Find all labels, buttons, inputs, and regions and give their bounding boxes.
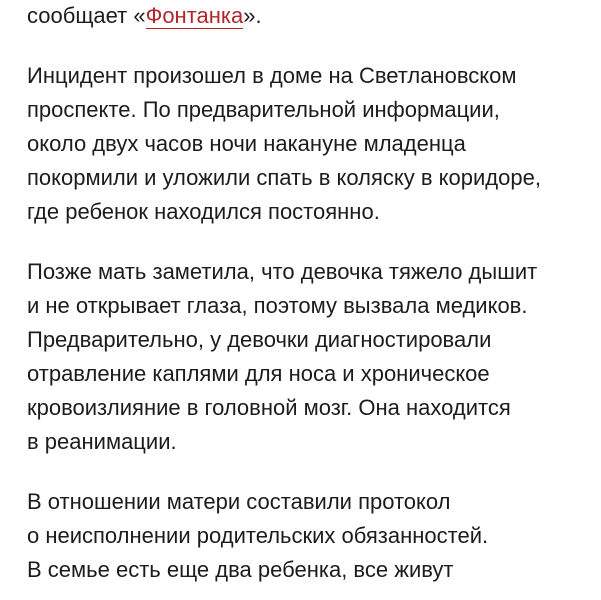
paragraph-line: проспекте. По предварительной информации, xyxy=(27,97,500,122)
paragraph-line: покормили и уложили спать в коляску в коридоре, xyxy=(27,165,541,190)
source-prefix-text: сообщает « xyxy=(27,3,146,28)
source-suffix-text: ». xyxy=(243,3,262,28)
paragraph-line: Инцидент произошел в доме на Светлановском xyxy=(27,63,517,88)
source-link-fontanka[interactable]: Фонтанка xyxy=(145,3,244,28)
paragraph-line: Предварительно, у девочки диагностировали xyxy=(27,327,492,352)
paragraph-line: около двух часов ночи накануне младенца xyxy=(27,131,466,156)
paragraph-line: В семье есть еще два ребенка, все живут xyxy=(27,557,454,582)
paragraph-line: В отношении матери составили протокол xyxy=(27,489,451,514)
paragraph-line: и не открывает глаза, поэтому вызвала медиков. xyxy=(27,293,528,318)
article-paragraph-source xyxy=(27,1,262,31)
paragraph-line: кровоизлияние в головной мозг. Она находится xyxy=(27,395,511,420)
paragraph-line: где ребенок находился постоянно. xyxy=(27,199,380,224)
paragraph-line: в реанимации. xyxy=(27,429,177,454)
paragraph-line: отравление каплями для носа и хроническое xyxy=(27,361,490,386)
paragraph-line: Позже мать заметила, что девочка тяжело дышит xyxy=(27,259,538,284)
paragraph-line: о неисполнении родительских обязанностей. xyxy=(27,523,489,548)
